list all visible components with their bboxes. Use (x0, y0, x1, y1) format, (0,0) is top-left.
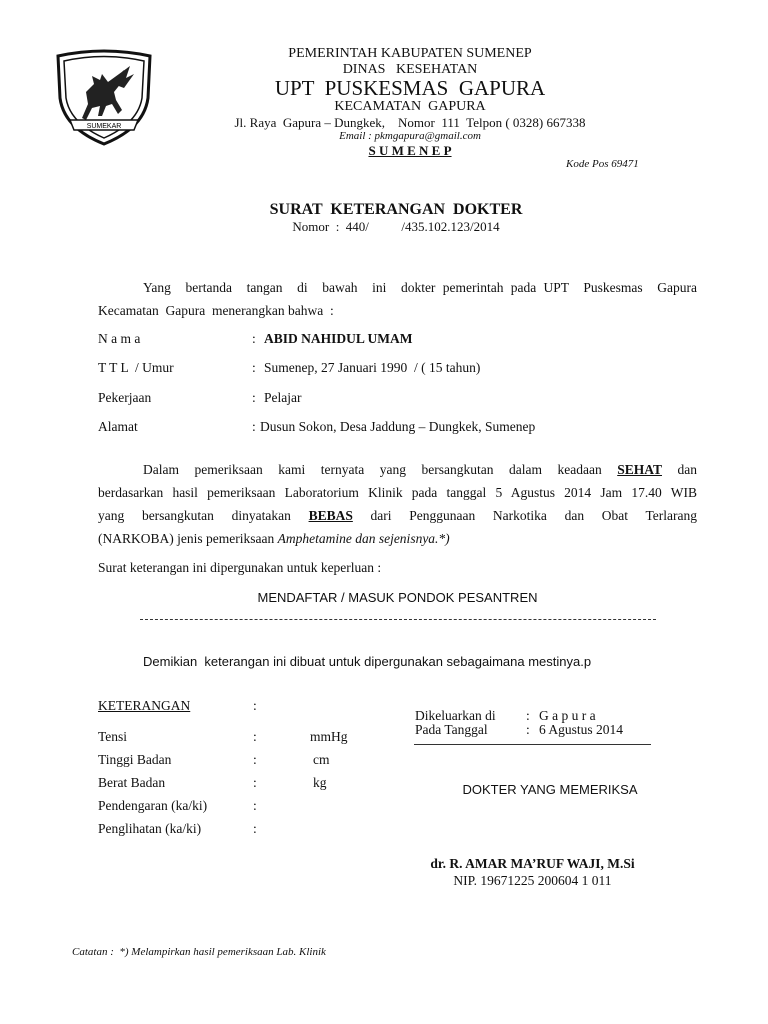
identity-value-name: ABID NAHIDUL UMAM (264, 331, 413, 346)
identity-label-name: N a m a (98, 331, 141, 346)
signature-role: DOKTER YANG MEMERIKSA (462, 782, 638, 797)
issued-colon: : (526, 722, 530, 737)
purpose-value: MENDAFTAR / MASUK PONDOK PESANTREN (257, 590, 538, 605)
identity-value-ttl: Sumenep, 27 Januari 1990 / ( 15 tahun) (264, 360, 481, 375)
exam-line-1 (98, 462, 697, 478)
issued-place-label: Dikeluarkan di (415, 708, 496, 723)
letterhead-city: S U M E N E P (368, 143, 452, 158)
footnote: Catatan : *) Melampirkan hasil pemeriksaan Lab. Klinik (72, 946, 326, 958)
notes-unit-height: cm (313, 752, 330, 767)
intro-line-1: Yang bertanda tangan di bawah ini dokter pemerintah pada UPT Puskesmas Gapura (143, 280, 697, 295)
notes-colon: : (253, 798, 257, 813)
letterhead-title: UPT PUSKESMAS GAPURA (274, 76, 546, 100)
exam-text: dari Penggunaan Narkotika dan Obat Terlarang (370, 508, 698, 523)
shield-emblem-icon (52, 48, 156, 146)
letterhead-email: Email : pkmgapura@gmail.com (339, 130, 481, 142)
identity-label-ttl: T T L / Umur (98, 360, 174, 375)
notes-heading: KETERANGAN (98, 698, 191, 713)
notes-label-weight: Berat Badan (98, 775, 166, 790)
exam-text: (NARKOBA) jenis pemeriksaan (98, 531, 275, 546)
identity-colon: : (252, 419, 256, 434)
exam-text: dan (677, 462, 697, 477)
notes-unit-tensi: mmHg (310, 729, 348, 744)
letterhead-address: Jl. Raya Gapura – Dungkek, Nomor 111 Telpon ( 0328) 667338 (234, 115, 586, 130)
identity-colon: : (252, 360, 256, 375)
exam-method: Amphetamine dan sejenisnya.*) (277, 531, 450, 546)
document-number: Nomor : 440/ /435.102.123/2014 (292, 219, 500, 234)
closing-statement: Demikian keterangan ini dibuat untuk dipergunakan sebagaimana mestinya.p (143, 654, 592, 669)
exam-text: Dalam pemeriksaan kami ternyata yang bersangkutan dalam keadaan (143, 462, 602, 477)
document-title: SURAT KETERANGAN DOKTER (269, 201, 523, 218)
logo-banner-text: SUMEKAR (86, 123, 122, 130)
intro-line-2: Kecamatan Gapura menerangkan bahwa : (98, 303, 334, 318)
signature-name: dr. R. AMAR MA’RUF WAJI, M.Si (430, 856, 635, 871)
identity-label-job: Pekerjaan (98, 390, 152, 405)
exam-line-3 (98, 508, 697, 524)
issued-date-value: 6 Agustus 2014 (539, 722, 624, 737)
identity-colon: : (252, 390, 256, 405)
identity-colon: : (252, 331, 256, 346)
letterhead-department: DINAS KESEHATAN (342, 62, 478, 77)
status-drug-free: BEBAS (308, 508, 353, 523)
notes-colon: : (253, 752, 257, 767)
notes-colon: : (253, 775, 257, 790)
notes-colon: : (253, 698, 257, 713)
notes-colon: : (253, 821, 257, 836)
exam-line-2: berdasarkan hasil pemeriksaan Laboratorium Klinik pada tanggal 5 Agustus 2014 Jam 17.40 WIB (98, 485, 697, 500)
postal-code: Kode Pos 69471 (566, 158, 639, 170)
notes-label-height: Tinggi Badan (98, 752, 172, 767)
notes-label-tensi: Tensi (98, 729, 128, 744)
identity-value-address: Dusun Sokon, Desa Jaddung – Dungkek, Sumenep (260, 419, 536, 434)
notes-label-vision: Penglihatan (ka/ki) (98, 821, 202, 836)
identity-value-job: Pelajar (264, 390, 302, 405)
status-healthy: SEHAT (617, 462, 662, 477)
issued-colon: : (526, 708, 530, 723)
identity-label-address: Alamat (98, 419, 138, 434)
signature-nip: NIP. 19671225 200604 1 011 (453, 873, 612, 888)
dashed-divider (140, 619, 656, 620)
issued-date-label: Pada Tanggal (415, 722, 488, 737)
notes-label-hearing: Pendengaran (ka/ki) (98, 798, 208, 813)
notes-unit-weight: kg (313, 775, 327, 790)
institution-logo (52, 48, 156, 146)
exam-text: yang bersangkutan dinyatakan (98, 508, 291, 523)
issued-underline (414, 744, 651, 745)
purpose-label: Surat keterangan ini dipergunakan untuk keperluan : (98, 560, 382, 575)
issued-place-value: G a p u r a (539, 708, 596, 723)
exam-line-4 (98, 531, 450, 547)
notes-colon: : (253, 729, 257, 744)
letterhead-subdistrict: KECAMATAN GAPURA (334, 99, 486, 114)
letterhead-government: PEMERINTAH KABUPATEN SUMENEP (288, 46, 532, 61)
